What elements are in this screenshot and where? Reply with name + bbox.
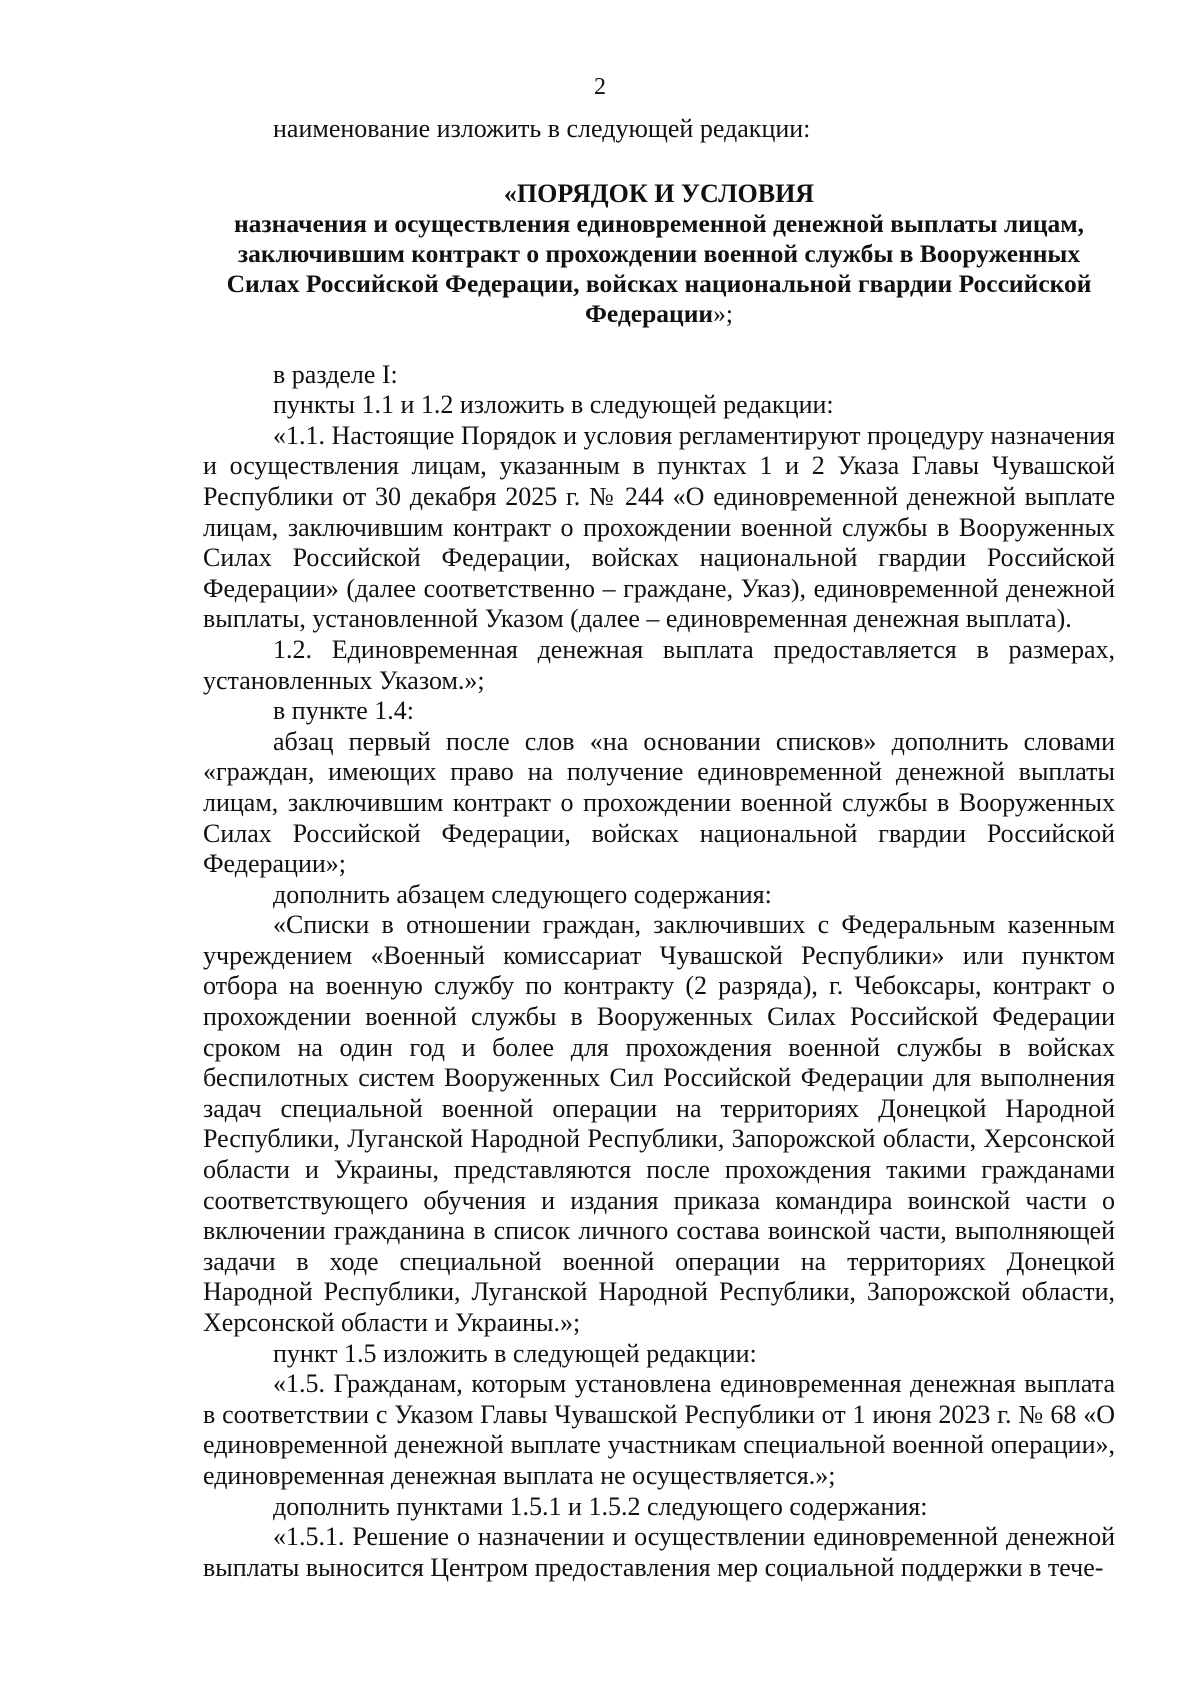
document-body (203, 114, 1115, 1583)
paragraph: дополнить абзацем следующего содержания: (273, 879, 772, 909)
heading-subtitle-text: назначения и осуществления единовременной денежной выплаты лицам, заключившим контракт о прохождении военной службы в Вооруженных Силах Российской Федерации, войсках национальной гвардии Российской Федерации (226, 208, 1092, 328)
paragraph: дополнить пунктами 1.5.1 и 1.5.2 следующего содержания: (273, 1491, 928, 1521)
heading-tail: »; (713, 298, 733, 328)
paragraph: в разделе I: (273, 359, 398, 389)
heading-subtitle (203, 209, 1115, 329)
paragraph: «1.1. Настоящие Порядок и условия регламентируют процедуру назначения и осуществления лицам, указанным в пунктах 1 и 2 Указа Главы Чувашской Республики от 30 декабря 2025 г. № 244 «О единовременной денежной выплате лицам, заключившим контракт о прохождении военной службы в Вооруженных Силах Российской Федерации, войсках национальной гвардии Российской Федерации» (далее соответственно – граждане, Указ), единовременной денежной выплаты, установленной Указом (далее – единовременная денежная выплата). (203, 420, 1115, 634)
paragraph: «Списки в отношении граждан, заключивших с Федеральным казенным учреждением «Военный комиссариат Чувашской Республики» или пунктом отбора на военную службу по контракту (2 разряда), г. Чебоксары, контракт о прохождении военной службы в Вооруженных Силах Российской Федерации сроком на один год и более для прохождения военной службы в войсках беспилотных систем Вооруженных Сил Российской Федерации для выполнения задач специальной военной операции на территориях Донецкой Народной Республики, Луганской Народной Республики, Запорожской области, Херсонской области и Украины, представляются после прохождения такими гражданами соответствующего обучения и издания приказа командира воинской части о включении гражданина в список личного состава воинской части, выполняющей задачи в ходе специальной военной операции на территориях Донецкой Народной Республики, Луганской Народной Республики, Запорожской области, Херсонской области и Украины.»; (203, 910, 1115, 1337)
page-number: 2 (594, 74, 606, 100)
paragraph: абзац первый после слов «на основании списков» дополнить словами «граждан, имеющих право на получение единовременной денежной выплаты лицам, заключившим контракт о прохождении военной службы в Вооруженных Силах Российской Федерации, войсках национальной гвардии Российской Федерации»; (203, 726, 1115, 879)
paragraph: «1.5.1. Решение о назначении и осуществлении единовременной денежной выплаты выносится Центром предоставления мер социальной поддержки в тече- (203, 1522, 1115, 1582)
paragraph: 1.2. Единовременная денежная выплата предоставляется в размерах, установленных Указом.»; (203, 634, 1115, 695)
spacer (203, 329, 1115, 360)
intro-paragraph: наименование изложить в следующей редакции: (273, 114, 811, 143)
paragraph: пункт 1.5 изложить в следующей редакции: (273, 1338, 757, 1368)
paragraph: пункты 1.1 и 1.2 изложить в следующей редакции: (273, 390, 834, 420)
document-heading (203, 179, 1115, 329)
paragraph: «1.5. Гражданам, которым установлена единовременная денежная выплата в соответствии с Указом Главы Чувашской Республики от 1 июня 2023 г. № 68 «О единовременной денежной выплате участникам специальной военной операции», единовременная денежная выплата не осуществляется.»; (203, 1369, 1115, 1490)
heading-title: «ПОРЯДОК И УСЛОВИЯ (503, 178, 815, 208)
paragraph: в пункте 1.4: (273, 696, 415, 726)
